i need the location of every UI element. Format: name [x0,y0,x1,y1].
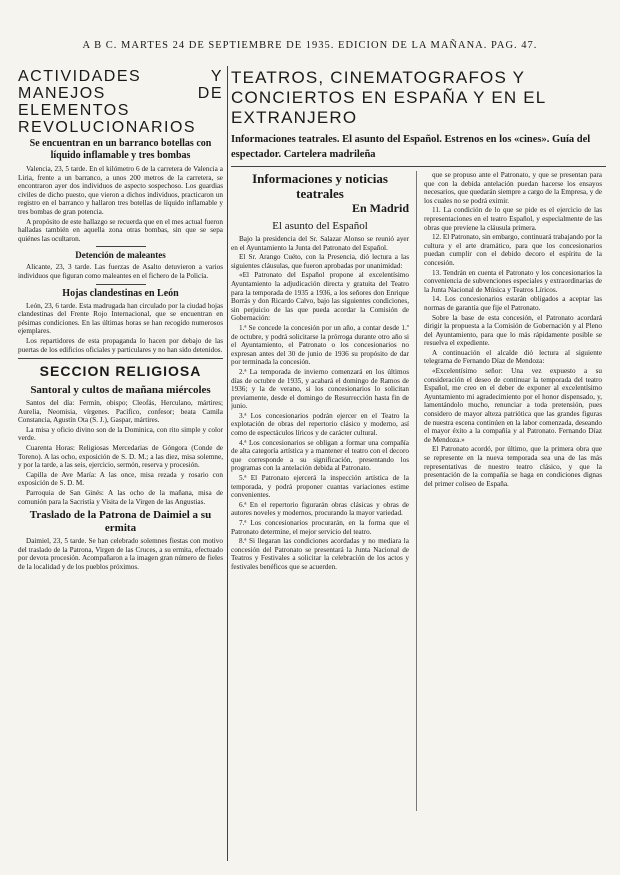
left-p3: Alicante, 23, 3 tarde. Las fuerzas de Asalto detuvieron a varios individuos que figuran como maleantes en el fichero de la Policía. [18,263,223,280]
right-column-1 [231,171,409,811]
right-main-headline: TEATROS, CINEMATOGRAFOS Y CONCIERTOS EN ESPAÑA Y EN EL EXTRANJERO [231,68,546,127]
c2-p6: Sobre la base de esta concesión, el Patronato acordará dirigir la propuesta a la Comisión de Gobernación y al Pleno del Ayuntamiento, para que lo más rápidamente posible se resuelva el expediente. [424,313,602,348]
c2-p5: 14. Los concesionarios estarán obligados a aceptar las normas de garantía que fije el Patronato. [424,295,602,312]
right-column-2 [424,171,602,811]
c2-p3: 12. El Patronato, sin embargo, continuará trabajando por la cultura y el arte dramático, para que los concesionarios puedan cumplir con el debido decoro el espíritu de la concesión. [424,233,602,267]
left-sub-santoral: Santoral y cultos de mañana miércoles [30,384,211,397]
left-p9: Capilla de Ave María: A las once, misa rezada y rosario con exposición de S. D. M. [18,470,223,488]
left-main-headline: ACTIVIDADES Y MANEJOS DE ELEMENTOS REVOLUCIONARIOS [18,68,223,136]
left-p4: León, 23, 6 tarde. Esta madrugada han circulado por la ciudad hojas clandestinas del Frente Rojo Internacional, que se encuentran en pésimas condiciones. En las últimas horas se han recogido numerosos ejemplares. [18,301,223,336]
c1-p5: 2.ª La temporada de invierno comenzará en los últimos días de octubre de 1935, y acabará el domingo de Ramos de 1936; y la de verano, si los concesionarios lo solicitan previamente, desde el domingo de Resurrección hasta fin de junio. [231,367,409,411]
left-p7: La misa y oficio divino son de la Dominica, con rito simple y color verde. [18,425,223,443]
left-column [18,68,223,858]
left-p5: Los repartidores de esta propaganda lo hacen por debajo de las puertas de los edificios oficiales y particulares y no han sido detenidos. [18,336,223,354]
c2-p2: 11. La condición de lo que se pide es el ejercicio de las representaciones en el teatro Español, y especialmente de las obras que previene la cláusula primera. [424,206,602,232]
c1-p7: 4.ª Los concesionarios se obligan a formar una compañía de alta categoría artística y a mantener el teatro con el decoro que corresponde a su significación, presentando los programas con la antelación debida al Patronato. [231,438,409,473]
c1-p9: 6.ª En el repertorio figurarán obras clásicas y obras de autores noveles y modernos, procurando la mayor variedad. [231,500,409,518]
divider [231,166,606,167]
left-lead: Se encuentran en un barranco botellas con líquido inflamable y tres bombas [29,138,212,161]
left-p10: Parroquia de San Ginés: A las ocho de la mañana, misa de comunión para la Sacristía y Visita de la Virgen de las Angustias. [18,489,223,506]
right-area [231,68,606,858]
column-divider [416,171,417,811]
left-p2: A propósito de este hallazgo se recuerda que en el mes actual fueron halladas también en aquella zona otras bombas, sin que se sepa quiénes las ocultaron. [18,217,223,243]
c1-p4: 1.ª Se concede la concesión por un año, a contar desde 1.º de octubre, y podrá solicitarse la prórroga durante otro año si el Ayuntamiento, el Patronato o los concesionarios no expresan antes del 30 de junio de 1936 su propósito de dar por terminada la concesión. [231,323,409,367]
c2-p4: 13. Tendrán en cuenta el Patronato y los concesionarios la conveniencia de subvenciones especiales y extraordinarias de la Junta Nacional de Música y Teatros Líricos. [424,268,602,294]
left-head-hojas: Hojas clandestinas en León [62,287,179,299]
c1-p2: El Sr. Arango Cuéto, con la Presencia, dió lectura a las siguientes cláusulas, que fueron aprobadas por unanimidad: [231,253,409,270]
asunto-headline: El asunto del Español [272,220,368,232]
right-subheadline: Informaciones teatrales. El asunto del Español. Estrenos en los «cines». Guía del espectador. Cartelera madrileña [231,134,591,160]
c1-p8: 5.ª El Patronato ejercerá la inspección artística de la temporada, y podrá proponer cuantas variaciones estime convenientes. [231,474,409,500]
c1-p1: Bajo la presidencia del Sr. Salazar Alonso se reunió ayer en el Ayuntamiento la Junta del Patronato del Español. [231,235,409,252]
left-p1: Valencia, 23, 5 tarde. En el kilómetro 6 de la carretera de Valencia a Liria, frente a un barranco, a unos 200 metros de la carretera, se encontraron ayer dos individuos de aspecto sospechoso. Los guardias civiles de dicho puesto, que vieron a dichos individuos, practicaron un registro en el barranco y hallaron tres botellas de líquido inflamable y tres bombas de gran potencia. [18,165,223,216]
divider [18,358,223,359]
column-divider [227,66,228,861]
left-section-religiosa: SECCION RELIGIOSA [39,363,202,380]
c2-p9: El Patronato acordó, por último, que la primera obra que se represente en la nueva temporada sea una de las más representativas de nuestro teatro clásico, y que la presentación de la compañía se haga en condiciones dignas del primer coliseo de España. [424,445,602,488]
left-p8: Cuarenta Horas: Religiosas Mercedarias de Góngora (Conde de Toreno). A las ocho, exposición de S. D. M.; a las diez, misa solemne, y por la tarde, a las seis, ejercicio, sermón, reserva y procesión. [18,444,223,470]
c2-p7: A continuación el alcalde dió lectura al siguiente telegrama de Fernando Díaz de Mendoza: [424,348,602,366]
c1-p3: «El Patronato del Español propone al excelentísimo Ayuntamiento la adjudicación directa y gratuita del Teatro para la temporada de 1935 a 1936, a los señores don Enrique Borrás y don Ricardo Calvo, bajo las siguientes condiciones, sin perjuicio de las que pueda acordar la Comisión de Gobernación: [231,271,409,323]
city-headline: En Madrid [351,201,409,215]
c2-p1: que se propuso ante el Patronato, y que se presentan para que con la debida antelación puedan hacerse los ensayos necesarios, que quedarán siempre a cargo de la Empresa, y de los cuales no se podrá eximir. [424,171,602,205]
c1-p10: 7.ª Los concesionarios procurarán, en la forma que el Patronato determine, el mejor servicio del teatro. [231,519,409,536]
page-header: A B C. MARTES 24 DE SEPTIEMBRE DE 1935. EDICION DE LA MAÑANA. PAG. 47. [82,40,538,51]
c1-p6: 3.ª Los concesionarios podrán ejercer en el Teatro la explotación de obras del repertorio clásico y moderno, así como de espectáculos líricos y de carácter cultural. [231,411,409,438]
c2-p8: «Excelentísimo señor: Una vez expuesto a su consideración el deseo de continuar la temporada del teatro Español, me creo en el deber de exponer al excelentísimo Ayuntamiento mi agradecimiento por el honor dispensado, y, lamentándolo mucho, renunciar a toda pretensión, pues considero de mayor alteza patriótica que las grandes figuras de nuestra escena continúen en la labor comenzada, deseando el mayor éxito a la compañía y al Patronato. Fernando Díaz de Mendoza.» [424,367,602,444]
right-columns [231,171,606,811]
left-p6: Santos del día: Fermín, obispo; Cleofás, Herculano, mártires; Aurelia, Neomisia, vírgenes. Pacífico, confesor; beata Camila Constancia, Agustín Ota (S. J.), Gaspar, mártires. [18,399,223,425]
left-p11: Daimiel, 23, 5 tarde. Se han celebrado solemnes fiestas con motivo del traslado de la Patrona, Virgen de las Cruces, a su ermita, efectuado por devota procesión. Acompañaron a la imagen gran número de fieles de la localidad y de los pueblos próximos. [18,537,223,571]
divider [96,246,146,247]
left-head-daimiel: Traslado de la Patrona de Daimiel a su ermita [29,509,212,535]
left-head-detencion: Detención de maleantes [75,250,166,261]
c1-p11: 8.ª Si llegaran las condiciones acordadas y no mediara la concesión del Patronato se presentará la Junta Nacional de Teatros y Festivales a solicitar la celebración de los actos y festivales benéficos que se acuerden. [231,537,409,571]
news-headline: Informaciones y noticias teatrales [252,171,388,201]
divider [96,284,146,285]
